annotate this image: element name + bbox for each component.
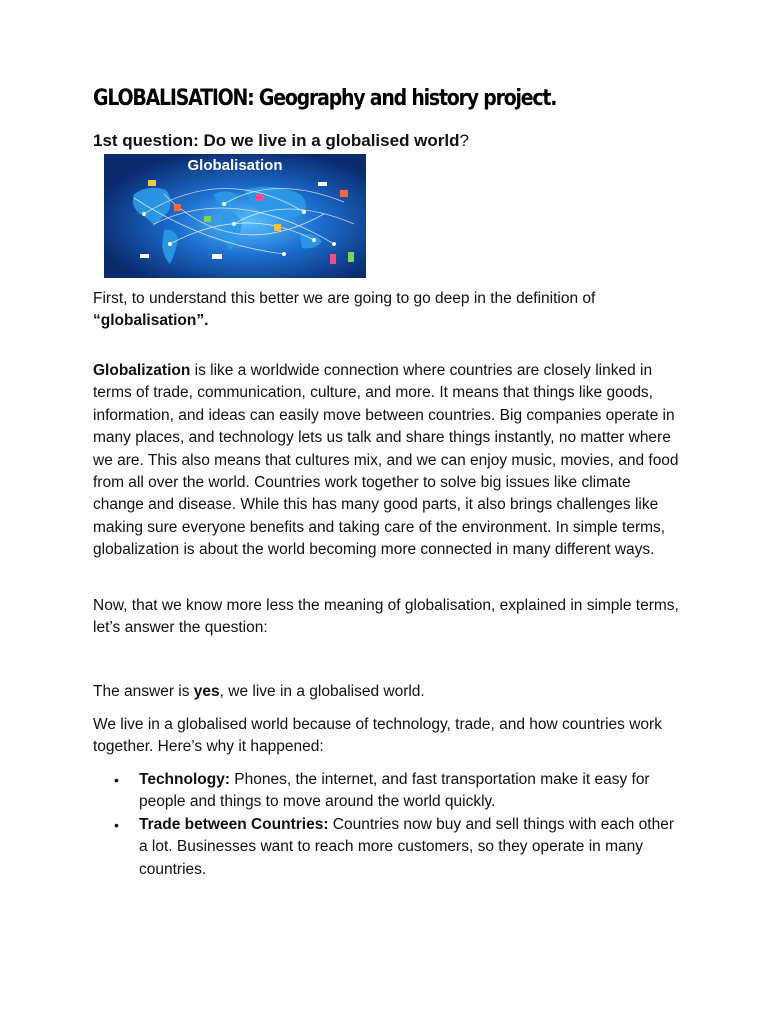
bullet-icon: •: [114, 816, 119, 833]
definition-text: is like a worldwide connection where countries are closely linked in terms of trade, communication, culture, and more. It means that things like goods, information, and ideas can easily move between countries. Big companies operate in many places, and technology lets us talk and share things instantly, no matter where we are. This also means that cultures mix, and we can enjoy music, movies, and food from all over the world. Countries work together to solve big issues like climate change and disease. While this has many good parts, it also brings challenges like making sure everyone benefits and taking care of the environment. In simple terms, globalization is about the world becoming more connected in many different ways.: [93, 362, 679, 559]
list-item: [93, 814, 683, 881]
image-caption: Globalisation: [187, 157, 283, 174]
globalisation-image: [104, 154, 366, 278]
list-item: [93, 769, 683, 814]
answer-strong: yes: [193, 683, 220, 700]
answer-paragraph: [93, 681, 683, 703]
transition-paragraph: Now, that we know more less the meaning of globalisation, explained in simple terms, let’s answer the question:: [93, 597, 679, 637]
intro-paragraph: [93, 288, 683, 333]
bullet-text: Phones, the internet, and fast transportation make it easy for people and things to move around the world quickly.: [139, 771, 650, 811]
question-text: 1st question: Do we live in a globalised world: [93, 131, 460, 150]
definition-paragraph: [93, 360, 683, 562]
document-title: GLOBALISATION: Geography and history project.: [93, 86, 557, 111]
bullet-term: Technology:: [139, 771, 230, 788]
answer-after: , we live in a globalised world.: [219, 683, 425, 700]
question-heading: [93, 131, 469, 151]
reasons-list: [93, 769, 683, 881]
intro-term: “globalisation”.: [93, 312, 209, 330]
answer-before: The answer is: [93, 683, 194, 700]
bullet-text: Countries now buy and sell things with each other a lot. Businesses want to reach more customers, so they operate in many countries.: [139, 815, 674, 878]
definition-term: Globalization: [93, 362, 191, 379]
world-map-illustration: [104, 154, 366, 278]
reason-intro-paragraph: We live in a globalised world because of technology, trade, and how countries work together. Here’s why it happened:: [93, 716, 662, 756]
question-mark: ?: [459, 131, 469, 150]
intro-text: First, to understand this better we are going to go deep in the definition of: [93, 290, 596, 307]
bullet-icon: •: [114, 772, 119, 788]
bullet-term: Trade between Countries:: [139, 815, 329, 833]
